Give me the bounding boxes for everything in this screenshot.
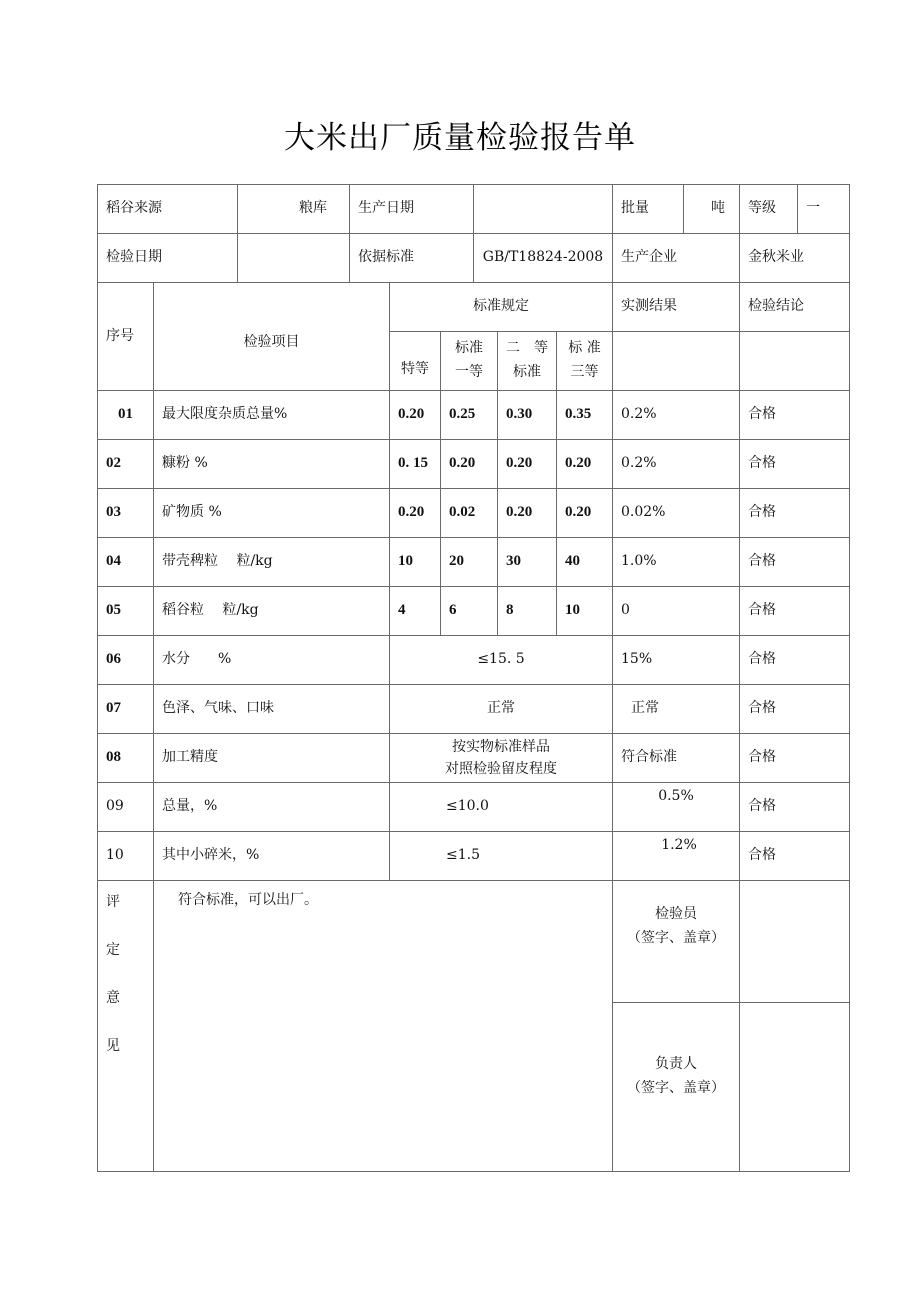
row-02-grade1: 0.20 (440, 439, 498, 489)
standard-basis-value[interactable]: GB/T18824-2008 (473, 233, 613, 283)
header-grade-3-line2: 三等 (570, 364, 599, 380)
row-10-item: 其中小碎米，% (153, 831, 390, 881)
assessment-label-char-2: 定 (106, 942, 120, 958)
header-item: 检验项目 (153, 282, 390, 391)
row-10-seq: 10 (97, 831, 154, 881)
row-05-measured[interactable]: 0 (612, 586, 740, 636)
batch-unit[interactable]: 吨 (683, 184, 740, 234)
row-04-grade1: 20 (440, 537, 498, 587)
inspector-label-text: 检验员 (655, 906, 697, 922)
header-measured-blank (612, 331, 740, 391)
assessment-label (97, 880, 154, 1172)
standard-basis-label: 依据标准 (349, 233, 474, 283)
header-grade-special-text: 特等 (401, 361, 429, 378)
row-02-grade3: 0.20 (556, 439, 613, 489)
row-05-grade2: 8 (497, 586, 557, 636)
row-04-item-text: 带壳稗粒 粒/kg (162, 553, 273, 570)
row-03-conclusion[interactable]: 合格 (739, 488, 850, 538)
row-01-grade3: 0.35 (556, 390, 613, 440)
inspection-date-label: 检验日期 (97, 233, 238, 283)
row-02-seq: 02 (97, 439, 154, 489)
row-07-standard: 正常 (389, 684, 613, 734)
header-grade-1-line2: 一等 (455, 364, 483, 380)
production-date-label: 生产日期 (349, 184, 474, 234)
inspector-label (612, 880, 740, 1003)
grade-value[interactable]: 一 (797, 184, 850, 234)
row-03-item: 矿物质 % (153, 488, 390, 538)
row-09-conclusion[interactable]: 合格 (739, 782, 850, 832)
row-01-grade1: 0.25 (440, 390, 498, 440)
manager-label-text: 负责人 (655, 1056, 697, 1072)
source-value[interactable]: 粮库 (237, 184, 350, 234)
header-grade-2 (497, 331, 557, 391)
batch-label: 批量 (612, 184, 684, 234)
header-standard: 标准规定 (389, 282, 613, 332)
assessment-label-char-1: 评 (106, 894, 120, 910)
assessment-opinion[interactable]: 符合标准，可以出厂。 (153, 880, 613, 1172)
row-08-conclusion[interactable]: 合格 (739, 733, 850, 783)
row-04-grade3: 40 (556, 537, 613, 587)
row-08-measured[interactable]: 符合标准 (612, 733, 740, 783)
row-01-item: 最大限度杂质总量% (153, 390, 390, 440)
header-grade-2-line1: 二 等 (506, 340, 548, 357)
manager-label (612, 1002, 740, 1172)
row-06-standard: ≤15. 5 (389, 635, 613, 685)
row-01-grade2: 0.30 (497, 390, 557, 440)
row-01-special: 0.20 (389, 390, 441, 440)
row-09-standard: ≤10.0 (389, 782, 613, 832)
row-05-conclusion[interactable]: 合格 (739, 586, 850, 636)
row-03-grade1: 0.02 (440, 488, 498, 538)
row-03-seq: 03 (97, 488, 154, 538)
row-02-item: 糠粉 % (153, 439, 390, 489)
row-06-item: 水分 % (153, 635, 390, 685)
producer-value[interactable]: 金秋米业 (739, 233, 850, 283)
manager-note: （签字、盖章） (627, 1079, 725, 1096)
row-07-measured[interactable]: 正常 (612, 684, 740, 734)
row-03-grade2: 0.20 (497, 488, 557, 538)
row-04-item (153, 537, 390, 587)
row-07-conclusion[interactable]: 合格 (739, 684, 850, 734)
row-05-grade1: 6 (440, 586, 498, 636)
row-06-seq: 06 (97, 635, 154, 685)
row-04-seq: 04 (97, 537, 154, 587)
header-seq: 序号 (97, 282, 154, 391)
row-05-item: 稻谷粒 粒/kg (153, 586, 390, 636)
row-08-seq: 08 (97, 733, 154, 783)
row-03-grade3: 0.20 (556, 488, 613, 538)
inspector-note: （签字、盖章） (627, 929, 725, 946)
manager-signature[interactable] (739, 1002, 850, 1172)
row-05-special: 4 (389, 586, 441, 636)
row-08-standard-line1: 按实物标准样品 (452, 738, 550, 755)
assessment-label-char-4: 见 (106, 1038, 120, 1054)
row-03-special: 0.20 (389, 488, 441, 538)
header-grade-3 (556, 331, 613, 391)
row-02-measured[interactable]: 0.2% (612, 439, 740, 489)
row-10-measured[interactable]: 1.2% (612, 831, 740, 881)
row-09-item: 总量，% (153, 782, 390, 832)
row-04-special: 10 (389, 537, 441, 587)
source-label: 稻谷来源 (97, 184, 238, 234)
row-01-seq: 01 (97, 390, 154, 440)
header-grade-1 (440, 331, 498, 391)
row-08-item: 加工精度 (153, 733, 390, 783)
row-01-measured[interactable]: 0.2% (612, 390, 740, 440)
row-01-conclusion[interactable]: 合格 (739, 390, 850, 440)
row-09-seq: 09 (97, 782, 154, 832)
producer-label: 生产企业 (612, 233, 740, 283)
row-04-measured[interactable]: 1.0% (612, 537, 740, 587)
row-09-measured[interactable]: 0.5% (612, 782, 740, 832)
row-07-seq: 07 (97, 684, 154, 734)
row-07-item: 色泽、气味、口味 (153, 684, 390, 734)
row-04-conclusion[interactable]: 合格 (739, 537, 850, 587)
row-06-measured[interactable]: 15% (612, 635, 740, 685)
header-conclusion-blank (739, 331, 850, 391)
page-title: 大米出厂质量检验报告单 (284, 120, 636, 156)
row-05-seq: 05 (97, 586, 154, 636)
row-08-standard (389, 733, 613, 783)
header-grade-3-line1: 标 准 (568, 340, 601, 357)
row-03-measured[interactable]: 0.02% (612, 488, 740, 538)
header-measured: 实测结果 (612, 282, 740, 332)
row-02-special: 0. 15 (389, 439, 441, 489)
header-conclusion: 检验结论 (739, 282, 850, 332)
header-grade-1-line1: 标准 (455, 340, 483, 357)
row-10-standard: ≤1.5 (389, 831, 613, 881)
row-04-grade2: 30 (497, 537, 557, 587)
row-08-standard-line2: 对照检验留皮程度 (445, 761, 557, 777)
row-10-conclusion[interactable]: 合格 (739, 831, 850, 881)
assessment-label-char-3: 意 (106, 990, 120, 1006)
grade-label: 等级 (739, 184, 798, 234)
header-grade-special (389, 331, 441, 391)
row-02-conclusion[interactable]: 合格 (739, 439, 850, 489)
header-grade-2-line2: 标准 (513, 364, 541, 380)
row-05-grade3: 10 (556, 586, 613, 636)
row-06-conclusion[interactable]: 合格 (739, 635, 850, 685)
inspector-signature[interactable] (739, 880, 850, 1003)
production-date-value[interactable] (473, 184, 613, 234)
inspection-date-value[interactable] (237, 233, 350, 283)
row-02-grade2: 0.20 (497, 439, 557, 489)
